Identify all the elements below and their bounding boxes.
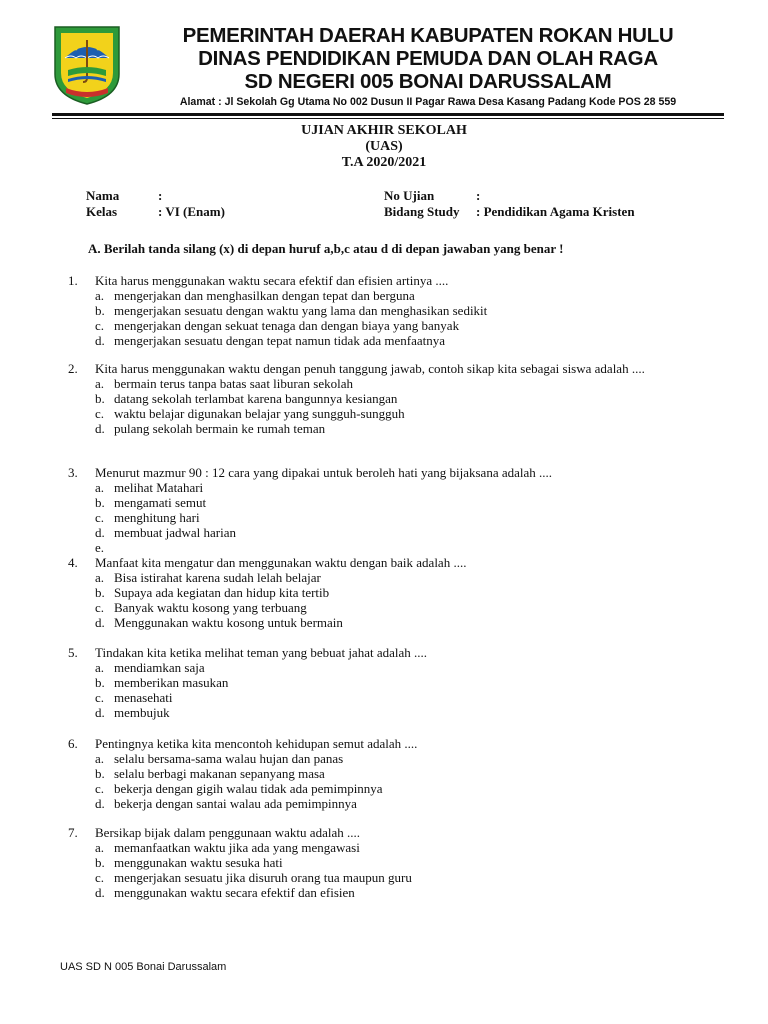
- question-number: 2.: [68, 361, 78, 376]
- answer-option: [68, 540, 702, 555]
- option-text: mengerjakan dan menghasilkan dengan tepat dan berguna: [114, 288, 415, 303]
- subject-label: Bidang Study: [384, 204, 460, 219]
- question-text: Pentingnya ketika kita mencontoh kehidupan semut adalah ....: [95, 736, 418, 751]
- option-letter: b.: [95, 495, 105, 510]
- exam-number-value: :: [476, 188, 481, 203]
- question-number: 1.: [68, 273, 78, 288]
- option-letter: c.: [95, 600, 105, 615]
- answer-option: [68, 600, 702, 615]
- option-letter: d.: [95, 525, 105, 540]
- option-text: melihat Matahari: [114, 480, 204, 495]
- option-letter: d.: [95, 885, 105, 900]
- option-text: selalu berbagi makanan sepanyang masa: [114, 766, 325, 781]
- option-text: menghitung hari: [114, 510, 200, 525]
- answer-option: [68, 525, 702, 540]
- answer-option: [68, 796, 702, 811]
- option-letter: b.: [95, 675, 105, 690]
- option-text: Banyak waktu kosong yang terbuang: [114, 600, 307, 615]
- option-text: membujuk: [114, 705, 170, 720]
- option-letter: c.: [95, 406, 105, 421]
- option-text: memanfaatkan waktu jika ada yang mengawasi: [114, 840, 360, 855]
- option-letter: c.: [95, 781, 105, 796]
- option-letter: a.: [95, 660, 105, 675]
- option-letter: c.: [95, 510, 105, 525]
- question-text: Kita harus menggunakan waktu secara efektif dan efisien artinya ....: [95, 273, 449, 288]
- regency-emblem-icon: [52, 24, 122, 106]
- question-number: 4.: [68, 555, 78, 570]
- option-letter: d.: [95, 421, 105, 436]
- option-letter: a.: [95, 751, 105, 766]
- question-text: Bersikap bijak dalam penggunaan waktu adalah ....: [95, 825, 360, 840]
- answer-option: [68, 705, 702, 720]
- letterhead: [40, 18, 730, 118]
- option-letter: a.: [95, 376, 105, 391]
- option-text: mengerjakan sesuatu dengan waktu yang lama dan menghasikan sedikit: [114, 303, 488, 318]
- question-text: Kita harus menggunakan waktu dengan penuh tanggung jawab, contoh sikap kita sebagai siswa adalah ....: [95, 361, 645, 376]
- option-text: waktu belajar digunakan belajar yang sungguh-sungguh: [114, 406, 405, 421]
- option-text: mengerjakan dengan sekuat tenaga dan dengan biaya yang banyak: [114, 318, 460, 333]
- option-letter: c.: [95, 690, 105, 705]
- option-letter: a.: [95, 288, 105, 303]
- section-instruction: A. Berilah tanda silang (x) di depan huruf a,b,c atau d di depan jawaban yang benar !: [88, 241, 564, 256]
- letterhead-government-line: PEMERINTAH DAERAH KABUPATEN ROKAN HULU: [182, 24, 674, 47]
- answer-option: [68, 333, 702, 348]
- answer-option: [68, 570, 702, 585]
- option-text: memberikan masukan: [114, 675, 229, 690]
- option-letter: a.: [95, 480, 105, 495]
- answer-option: [68, 318, 702, 333]
- option-text: Menggunakan waktu kosong untuk bermain: [114, 615, 343, 630]
- class-value: : VI (Enam): [158, 204, 225, 219]
- question-text: Tindakan kita ketika melihat teman yang bebuat jahat adalah ....: [95, 645, 428, 660]
- option-text: selalu bersama-sama walau hujan dan panas: [114, 751, 344, 766]
- question-item: [68, 645, 702, 720]
- question-item: [68, 825, 702, 900]
- answer-option: [68, 480, 702, 495]
- exam-title-block: [0, 123, 768, 171]
- exam-number-label: No Ujian: [384, 188, 435, 203]
- question-number: 3.: [68, 465, 78, 480]
- letterhead-department-line: DINAS PENDIDIKAN PEMUDA DAN OLAH RAGA: [198, 47, 658, 70]
- exam-abbreviation: (UAS): [365, 139, 403, 154]
- name-value: :: [158, 188, 163, 203]
- option-letter: b.: [95, 766, 105, 781]
- answer-option: [68, 406, 702, 421]
- page-footer: UAS SD N 005 Bonai Darussalam: [60, 961, 227, 973]
- option-text: mengerjakan sesuatu jika disuruh orang tua maupun guru: [114, 870, 412, 885]
- answer-option: [68, 391, 702, 406]
- answer-option: [68, 495, 702, 510]
- option-text: mengerjakan sesuatu dengan tepat namun tidak ada menfaatnya: [114, 333, 446, 348]
- letterhead-address: Alamat : Jl Sekolah Gg Utama No 002 Dusun II Pagar Rawa Desa Kasang Padang Kode POS 28 559: [179, 96, 677, 108]
- question-number: 5.: [68, 645, 78, 660]
- answer-option: [68, 421, 702, 436]
- option-text: menasehati: [114, 690, 173, 705]
- letterhead-thin-rule: [52, 118, 724, 119]
- answer-option: [68, 376, 702, 391]
- option-text: mendiamkan saja: [114, 660, 205, 675]
- question-text: Manfaat kita mengatur dan menggunakan waktu dengan baik adalah ....: [95, 555, 467, 570]
- option-text: Supaya ada kegiatan dan hidup kita tertib: [114, 585, 330, 600]
- option-letter: b.: [95, 303, 105, 318]
- option-text: menggunakan waktu secara efektif dan efisien: [114, 885, 355, 900]
- name-label: Nama: [86, 188, 120, 203]
- option-text: pulang sekolah bermain ke rumah teman: [114, 421, 326, 436]
- answer-option: [68, 766, 702, 781]
- answer-option: [68, 675, 702, 690]
- option-text: datang sekolah terlambat karena bangunnya kesiangan: [114, 391, 398, 406]
- option-letter: b.: [95, 585, 105, 600]
- answer-option: [68, 660, 702, 675]
- answer-option: [68, 303, 702, 318]
- option-letter: a.: [95, 570, 105, 585]
- option-letter: d.: [95, 796, 105, 811]
- exam-title: UJIAN AKHIR SEKOLAH: [301, 123, 467, 138]
- option-text: [114, 540, 702, 555]
- option-text: menggunakan waktu sesuka hati: [114, 855, 283, 870]
- question-item: [68, 465, 702, 555]
- answer-option: [68, 510, 702, 525]
- option-letter: d.: [95, 333, 105, 348]
- option-letter: c.: [95, 870, 105, 885]
- question-item: [68, 273, 702, 348]
- question-item: [68, 736, 702, 811]
- answer-option: [68, 855, 702, 870]
- subject-value: : Pendidikan Agama Kristen: [476, 204, 635, 219]
- option-letter: b.: [95, 391, 105, 406]
- option-letter: d.: [95, 615, 105, 630]
- question-number: 7.: [68, 825, 78, 840]
- option-letter: b.: [95, 855, 105, 870]
- option-letter: a.: [95, 840, 105, 855]
- class-label: Kelas: [86, 204, 118, 219]
- option-letter: d.: [95, 705, 105, 720]
- option-letter: e.: [95, 540, 105, 555]
- answer-option: [68, 840, 702, 855]
- option-letter: c.: [95, 318, 105, 333]
- answer-option: [68, 751, 702, 766]
- academic-year: T.A 2020/2021: [341, 155, 427, 170]
- answer-option: [68, 585, 702, 600]
- answer-option: [68, 615, 702, 630]
- answer-option: [68, 288, 702, 303]
- option-text: Bisa istirahat karena sudah lelah belajar: [114, 570, 321, 585]
- option-text: bekerja dengan gigih walau tidak ada pemimpinnya: [114, 781, 383, 796]
- option-text: bekerja dengan santai walau ada pemimpinnya: [114, 796, 357, 811]
- answer-option: [68, 885, 702, 900]
- answer-option: [68, 870, 702, 885]
- answer-option: [68, 781, 702, 796]
- option-text: mengamati semut: [114, 495, 207, 510]
- option-text: membuat jadwal harian: [114, 525, 237, 540]
- option-text: bermain terus tanpa batas saat liburan sekolah: [114, 376, 353, 391]
- question-text: Menurut mazmur 90 : 12 cara yang dipakai untuk beroleh hati yang bijaksana adalah ....: [95, 465, 553, 480]
- letterhead-school-name: SD NEGERI 005 BONAI DARUSSALAM: [244, 70, 612, 93]
- question-item: [68, 555, 702, 630]
- letterhead-thick-rule: [52, 113, 724, 116]
- answer-option: [68, 690, 702, 705]
- letterhead-text: [128, 24, 728, 109]
- question-number: 6.: [68, 736, 78, 751]
- question-item: [68, 361, 702, 436]
